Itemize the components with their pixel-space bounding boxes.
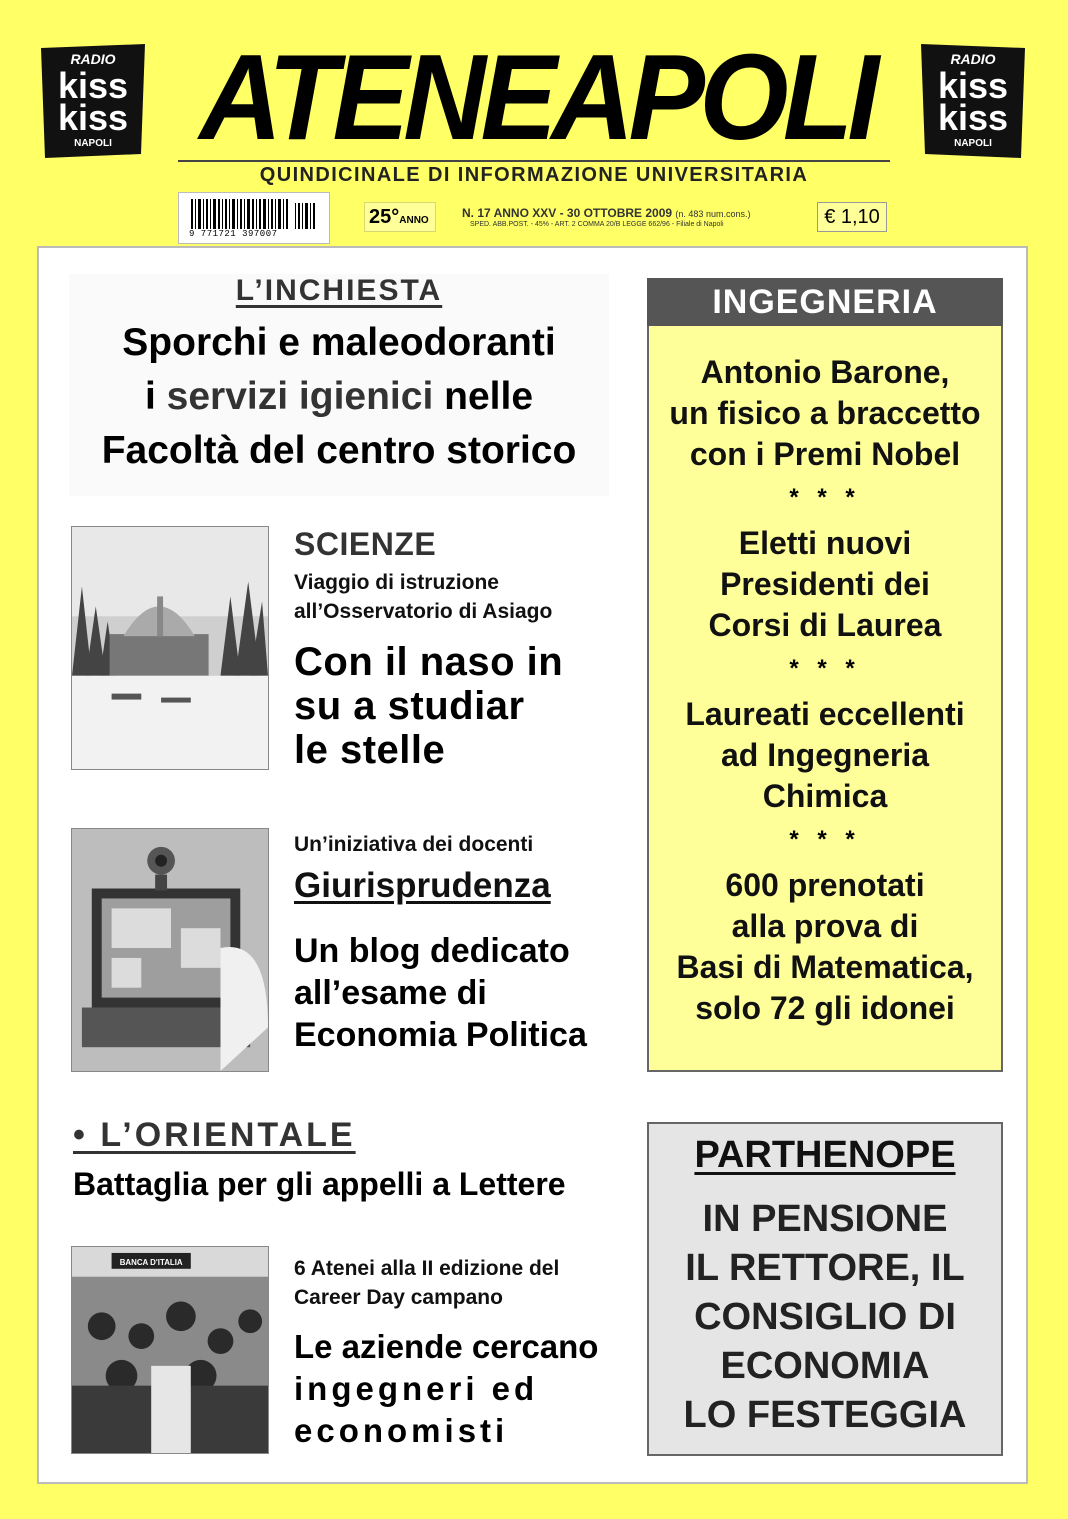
scienze-headline[interactable]: Con il naso in su a studiar le stelle [294, 640, 564, 772]
scienze-subhead: Viaggio di istruzione all’Osservatorio di Asiago [294, 571, 553, 623]
ingegneria-item-1: Antonio Barone, un fisico a braccetto con i Premi Nobel [669, 354, 981, 472]
parthenope-box[interactable] [647, 1122, 1003, 1456]
svg-text:kiss: kiss [937, 97, 1009, 138]
ingegneria-item-4: 600 prenotati alla prova di Basi di Matematica, solo 72 gli idonei [676, 867, 974, 1026]
career-subhead: 6 Atenei alla II edizione del Career Day campano [294, 1257, 560, 1309]
svg-text:NAPOLI: NAPOLI [74, 138, 112, 149]
radio-kiss-kiss-logo-right [917, 42, 1029, 160]
masthead-title: ATENEAPOLI [199, 29, 874, 165]
orientale-headline[interactable]: Battaglia per gli appelli a Lettere [73, 1166, 566, 1202]
front-page-panel [37, 246, 1028, 1484]
separator: * * * [789, 655, 861, 682]
observatory-photo [71, 526, 269, 770]
radio-kiss-kiss-logo-left [37, 42, 149, 160]
barcode [178, 192, 330, 244]
webcam-laptop-photo [71, 828, 269, 1072]
giuri-headline[interactable]: Un blog dedicato all’esame di Economia Politica [294, 932, 587, 1054]
career-headline[interactable]: Le aziende cercano ingegneri ed economisti [294, 1328, 599, 1449]
giurisprudenza-label: Giurisprudenza [294, 866, 551, 905]
giuri-kicker: Un’iniziativa dei docenti [294, 833, 534, 856]
orientale-label: • L’ORIENTALE [73, 1116, 356, 1154]
svg-text:kiss: kiss [57, 65, 129, 106]
svg-text:kiss: kiss [57, 97, 129, 138]
svg-text:RADIO: RADIO [950, 51, 996, 67]
issue-num-cons: (n. 483 num.cons.) [675, 209, 751, 219]
masthead-tagline: QUINDICINALE DI INFORMAZIONE UNIVERSITARIA [178, 160, 890, 187]
ingegneria-header: INGEGNERIA [647, 278, 1003, 326]
parthenope-title: PARTHENOPE [694, 1134, 956, 1176]
inchiesta-article[interactable] [69, 274, 609, 496]
anniversary-badge [364, 202, 436, 232]
anno-number: 25° [369, 206, 400, 228]
inchiesta-kicker: L’INCHIESTA [235, 274, 443, 307]
price-tag: € 1,10 [817, 202, 887, 232]
svg-text:kiss: kiss [937, 65, 1009, 106]
parthenope-text: IN PENSIONE IL RETTORE, IL CONSIGLIO DI ECONOMIA LO FESTEGGIA [683, 1198, 967, 1436]
inchiesta-headline: Sporchi e maleodoranti i servizi igienici nelle Facoltà del centro storico [101, 321, 577, 472]
barcode-number: 9 771721 397007 [189, 229, 278, 239]
career-day-photo [71, 1246, 269, 1454]
svg-text:NAPOLI: NAPOLI [954, 138, 992, 149]
postal-info: SPED. ABB.POST. - 45% - ART. 2 COMMA 20/B LEGGE 662/96 - Filiale di Napoli [470, 221, 724, 228]
banner-text: BANCA D'ITALIA [119, 1257, 183, 1267]
scienze-label: SCIENZE [294, 526, 437, 562]
issue-info [462, 206, 807, 220]
issue-number: N. 17 ANNO XXV - 30 OTTOBRE 2009 [462, 206, 673, 220]
barcode-icon [191, 199, 319, 229]
ingegneria-box[interactable] [647, 326, 1003, 1072]
separator: * * * [789, 484, 861, 511]
badge-radio-text: RADIO [70, 51, 116, 67]
ingegneria-item-2: Eletti nuovi Presidenti dei Corsi di Laurea [708, 525, 942, 643]
separator: * * * [789, 826, 861, 853]
ingegneria-item-3: Laureati eccellenti ad Ingegneria Chimica [685, 696, 965, 814]
anno-label: ANNO [399, 215, 429, 226]
